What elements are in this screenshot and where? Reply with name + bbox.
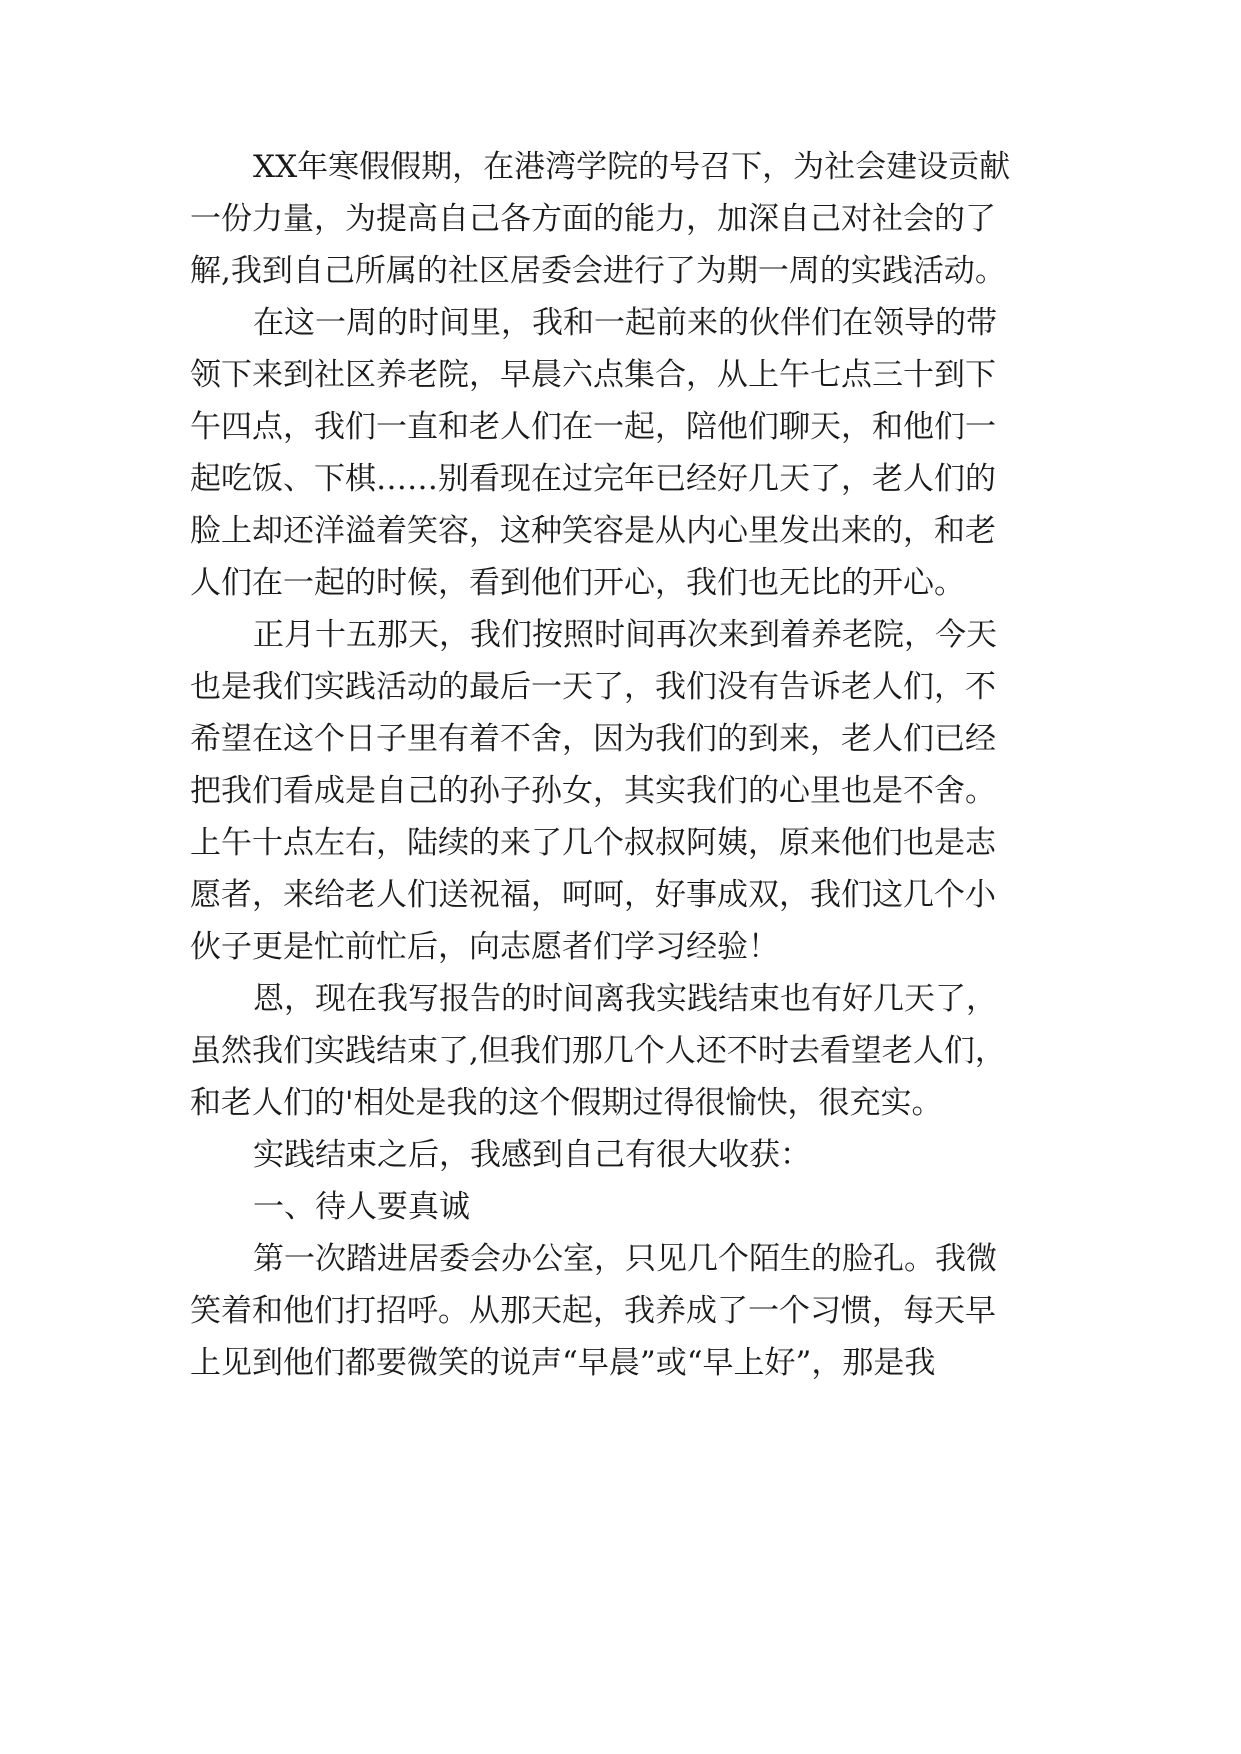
text-line: 把我们看成是自己的孙子孙女，其实我们的心里也是不舍。 — [190, 773, 996, 809]
text-line: 希望在这个日子里有着不舍，因为我们的到来，老人们已经 — [190, 721, 996, 757]
text-line: 领下来到社区养老院，早晨六点集合，从上午七点三十到下 — [190, 357, 996, 393]
text-line: 上见到他们都要微笑的说声“早晨”或“早上好”，那是我 — [190, 1345, 936, 1381]
section-heading: 一、待人要真诚 — [253, 1189, 470, 1225]
text-line: XX年寒假假期，在港湾学院的号召下，为社会建设贡献 — [253, 149, 1011, 185]
text-line: 在这一周的时间里，我和一起前来的伙伴们在领导的带 — [253, 305, 997, 341]
text-line: 和老人们的'相处是我的这个假期过得很愉快，很充实。 — [190, 1085, 943, 1121]
text-line: 愿者，来给老人们送祝福，呵呵，好事成双，我们这几个小 — [190, 877, 996, 913]
text-line: 第一次踏进居委会办公室，只见几个陌生的脸孔。我微 — [253, 1241, 997, 1277]
text-line: 脸上却还洋溢着笑容，这种笑容是从内心里发出来的，和老 — [190, 513, 996, 549]
text-line: 实践结束之后，我感到自己有很大收获： — [253, 1137, 811, 1173]
text-line: 上午十点左右，陆续的来了几个叔叔阿姨，原来他们也是志 — [190, 825, 996, 861]
text-line: 正月十五那天，我们按照时间再次来到着养老院，今天 — [253, 617, 997, 653]
text-line: 伙子更是忙前忙后，向志愿者们学习经验！ — [190, 929, 779, 965]
text-line: 人们在一起的时候，看到他们开心，我们也无比的开心。 — [190, 565, 965, 601]
text-line: 起吃饭、下棋……别看现在过完年已经好几天了，老人们的 — [190, 461, 996, 497]
text-line: 虽然我们实践结束了,但我们那几个人还不时去看望老人们， — [190, 1033, 1006, 1069]
text-line: 也是我们实践活动的最后一天了，我们没有告诉老人们，不 — [190, 669, 996, 705]
text-line: 解,我到自己所属的社区居委会进行了为期一周的实践活动。 — [190, 253, 1006, 289]
text-line: 一份力量，为提高自己各方面的能力，加深自己对社会的了 — [190, 201, 996, 237]
text-line: 午四点，我们一直和老人们在一起，陪他们聊天，和他们一 — [190, 409, 996, 445]
text-line: 恩，现在我写报告的时间离我实践结束也有好几天了， — [253, 981, 997, 1017]
text-line: 笑着和他们打招呼。从那天起，我养成了一个习惯，每天早 — [190, 1293, 996, 1329]
